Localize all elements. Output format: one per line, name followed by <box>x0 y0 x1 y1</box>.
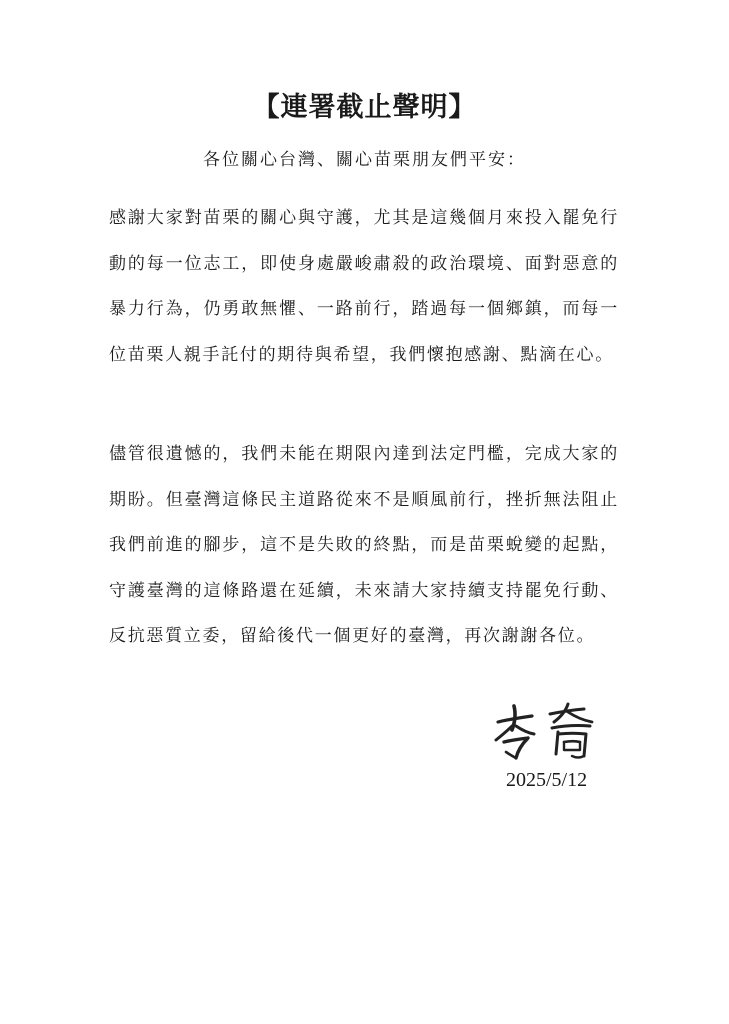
body-paragraph-1: 感謝大家對苗栗的關心與守護，尤其是這幾個月來投入罷免行動的每一位志工，即使身處嚴峻肅殺的政治環境、面對惡意的暴力行為，仍勇敢無懼、一路前行，踏過每一個鄉鎮，而每一位苗栗人親手託付的期待與希望，我們懷抱感謝、點滴在心。 <box>109 208 619 365</box>
statement-date: 2025/5/12 <box>506 769 588 791</box>
handwritten-signature <box>492 700 602 762</box>
body-paragraph-2: 儘管很遺憾的，我們未能在期限內達到法定門檻，完成大家的期盼。但臺灣這條民主道路從來不是順風前行，挫折無法阻止我們前進的腳步，這不是失敗的終點，而是苗栗蛻變的起點，守護臺灣的這條路還在延續，未來請大家持續支持罷免行動、反抗惡質立委，留給後代一個更好的臺灣，再次謝謝各位。 <box>109 444 619 646</box>
statement-title: 【連署截止聲明】 <box>252 92 477 123</box>
greeting-line: 各位關心台灣、關心苗栗朋友們平安： <box>203 150 526 170</box>
